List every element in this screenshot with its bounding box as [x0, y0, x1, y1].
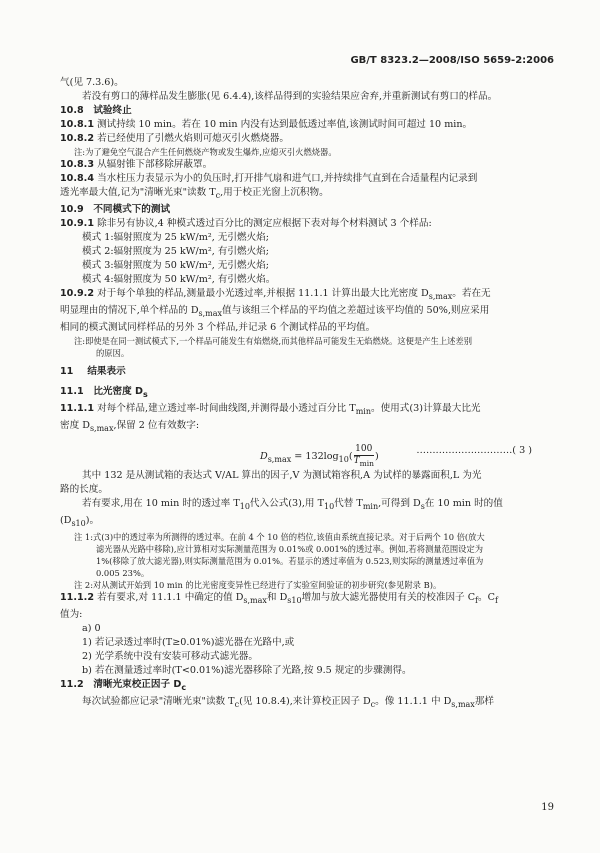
- clause-11-1-1-cont: 密度 $D_{s,max}$,保留 2 位有效数字:: [60, 419, 200, 433]
- section-heading-11-2: 11.2 清晰光束校正因子 $D_c$: [60, 679, 187, 693]
- clause-10-9-1: 10.9.1 除非另有协议,4 种模式透过百分比的测定应根据下表对每个材料测试 3 个样品:: [60, 217, 432, 229]
- clause-10-9-2: 10.9.2 对于每个单独的样品,测量最小光透过率,并根据 11.1.1 计算出最大比光密度 $D_{s,max}$。若在无: [60, 287, 491, 301]
- paragraph-cont: 路的长度。: [60, 484, 108, 496]
- mode-item: 模式 4:辐射照度为 50 kW/m², 有引燃火焰。: [82, 273, 276, 285]
- section-heading-10-9: 10.9 不同模式下的测试: [60, 203, 171, 215]
- mode-item: 模式 1:辐射照度为 25 kW/m², 无引燃火焰;: [82, 231, 269, 243]
- clause-10-8-4: 10.8.4 当水柱压力表显示为小的负压时,打开排气扇和进气口,并持续排气直到在合适量程内记录到: [60, 173, 478, 184]
- clause-11-1-2: 11.1.2 若有要求,对 11.1.1 中确定的值 $D_{s,max}$和 $D_{s10}$增加与放大滤光器使用有关的校准因子 $C_f$。$C_f$: [60, 592, 498, 606]
- clause-10-8-1: 10.8.1 测试持续 10 min。若在 10 min 内没有达到最低透过率值,该测试时间可超过 10 min。: [60, 119, 473, 130]
- paragraph: 若有要求,用在 10 min 时的透过率 $T_{10}$代入公式(3),用 $T_{10}$代替 $T_{min}$,可得到 $D_s$在 10 min 时的值: [82, 498, 503, 512]
- clause-10-9-2-cont: 明显理由的情况下,单个样品的 $D_{s,max}$值与该组三个样品的平均值之差超过该平均值的 50%,则应采用: [60, 304, 490, 318]
- formula-3: [60, 435, 540, 469]
- note: 注:为了避免空气混合产生任何燃烧产物或发生爆炸,应熄灭引火燃烧器。: [74, 147, 337, 157]
- paragraph-cont: $(D_{s10})$。: [60, 515, 100, 529]
- section-heading-11-1: 11.1 比光密度 $D_s$: [60, 385, 148, 399]
- clause-11-1-1: 11.1.1 对每个样品,建立透过率-时间曲线图,并测得最小透过百分比 $T_{min}$。使用式(3)计算最大比光: [60, 402, 481, 416]
- page-number: 19: [541, 802, 554, 813]
- standard-header: GB/T 8323.2—2008/ISO 5659-2:2006: [350, 55, 554, 66]
- list-item: b) 若在测量透过率时(T<0.01%)滤光器移除了光路,按 9.5 规定的步骤测得。: [82, 665, 412, 677]
- note-1: 注 1:式(3)中的透过率为所测得的透过率。在前 4 个 10 倍的档位,该值由系统直接记录。对于后两个 10 倍(放大: [74, 532, 485, 543]
- note-2: 注 2:对从测试开始到 10 min 的比光密度变异性已经进行了实验室间验证的初步研究(参见附录 B)。: [74, 580, 442, 591]
- mode-item: 模式 3:辐射照度为 50 kW/m², 无引燃火焰;: [82, 259, 269, 271]
- clause-10-8-4-cont: 透光率最大值,记为"清晰光束"读数 $T_c$,用于校正光窗上沉积物。: [60, 187, 329, 200]
- note-1-cont: 0.005 23%。: [96, 568, 150, 579]
- note-cont: 的原因。: [96, 347, 130, 358]
- equation-number: …………………………( 3 ): [416, 445, 532, 457]
- paragraph: 气(见 7.3.6)。: [60, 77, 124, 88]
- list-item: 1) 若记录透过率时(T≥0.01%)滤光器在光路中,或: [82, 637, 295, 649]
- formula-fraction: $\frac{100}{T_{min}}$: [353, 444, 374, 469]
- paragraph: 若没有剪口的薄样品发生膨胀(见 6.4.4),该样品得到的实验结果应舍弃,并重新测试有剪口的样品。: [82, 91, 498, 102]
- clause-10-9-2-cont: 相同的模式测试同样样品的另外 3 个样品,并记录 6 个测试样品的平均值。: [60, 321, 376, 333]
- list-item: a) 0: [82, 623, 101, 635]
- note-1-cont: 1%(移除了放大滤光器),则实际测量范围为 0.01%。若显示的透过率值为 0.523,则实际的测量透过率值为: [96, 556, 484, 567]
- section-heading-10-8: 10.8 试验终止: [60, 105, 132, 116]
- document-body: [60, 76, 540, 712]
- clause-10-8-3: 10.8.3 从辐射锥下部移除屏蔽罩。: [60, 159, 213, 170]
- clause-11-1-2-cont: 值为:: [60, 609, 83, 621]
- clause-10-8-2: 10.8.2 若已经使用了引燃火焰则可熄灭引火燃烧器。: [60, 133, 289, 144]
- note: 注:即使是在同一测试模式下,一个样品可能发生有焰燃烧,而其他样品可能发生无焰燃烧。这便是产生上述差别: [74, 335, 473, 346]
- note-1-cont: 滤光器从光路中移除),应计算相对实际测量范围为 0.01%或 0.001%的透过率。例如,若将测量范围设定为: [96, 544, 484, 555]
- section-heading-11: 11 结果表示: [60, 365, 126, 377]
- formula-expression: $D_{s,max} = 132\log_{10}$( $\frac{100}{T_{min}}$ ): [260, 444, 379, 469]
- mode-item: 模式 2:辐射照度为 25 kW/m², 有引燃火焰;: [82, 245, 269, 257]
- list-item: 2) 光学系统中没有安装可移动式滤光器。: [82, 651, 258, 663]
- paragraph: 其中 132 是从测试箱的表达式 V/AL 算出的因子,V 为测试箱容积,A 为试样的暴露面积,L 为光: [82, 470, 482, 482]
- paragraph: 每次试验都应记录"清晰光束"读数 $T_c$(见 10.8.4),来计算校正因子 $D_c$。像 11.1.1 中 $D_{s,max}$那样: [82, 696, 494, 709]
